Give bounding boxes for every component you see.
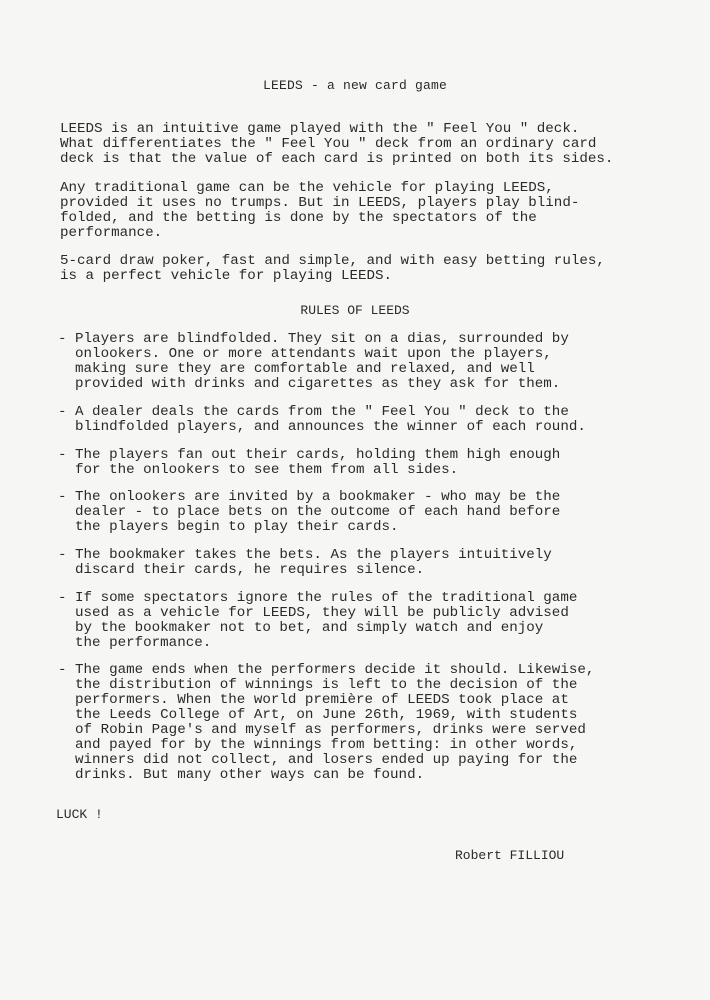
rule-item-5: - The bookmaker takes the bets. As the players intuitively discard their cards, he requires silence. — [58, 547, 552, 578]
rule-item-1: - Players are blindfolded. They sit on a dias, surrounded by onlookers. One or more attendants wait upon the players, making sure they are comfortable and relaxed, and well provided with drinks and cigarettes as they ask for them. — [58, 331, 569, 392]
rule-item-2: - A dealer deals the cards from the " Feel You " deck to the blindfolded players, and announces the winner of each round. — [58, 404, 586, 435]
rule-item-6: - If some spectators ignore the rules of the traditional game used as a vehicle for LEEDS, they will be publicly advised by the bookmaker not to bet, and simply watch and enjoy the performance. — [58, 590, 578, 651]
document-title: LEEDS - a new card game — [262, 78, 448, 93]
rule-item-7: - The game ends when the performers decide it should. Likewise, the distribution of winnings is left to the decision of the performers. When the world première of LEEDS took place at the Leeds College of Art, on June 26th, 1969, with students of Robin Page's and myself as performers, drinks were served and payed for by the winnings from betting: in other words, winners did not collect, and losers ended up paying for the drinks. But many other ways can be found. — [58, 662, 595, 783]
intro-paragraph-3: 5-card draw poker, fast and simple, and with easy betting rules, is a perfect vehicle for playing LEEDS. — [60, 253, 605, 284]
intro-paragraph-2: Any traditional game can be the vehicle for playing LEEDS, provided it uses no trumps. But in LEEDS, players play blind- folded, and the betting is done by the spectators of the performance. — [60, 180, 580, 241]
intro-paragraph-1: LEEDS is an intuitive game played with the " Feel You " deck. What differentiates the " Feel You " deck from an ordinary card deck is that the value of each card is printed on both its sides. — [60, 121, 614, 167]
rule-item-4: - The onlookers are invited by a bookmaker - who may be the dealer - to place bets on the outcome of each hand before the players begin to play their cards. — [58, 489, 561, 535]
rules-heading: RULES OF LEEDS — [300, 303, 410, 318]
rule-item-3: - The players fan out their cards, holding them high enough for the onlookers to see them from all sides. — [58, 447, 561, 478]
closing-text: LUCK ! — [56, 807, 103, 822]
author-signature: Robert FILLIOU — [455, 848, 565, 863]
